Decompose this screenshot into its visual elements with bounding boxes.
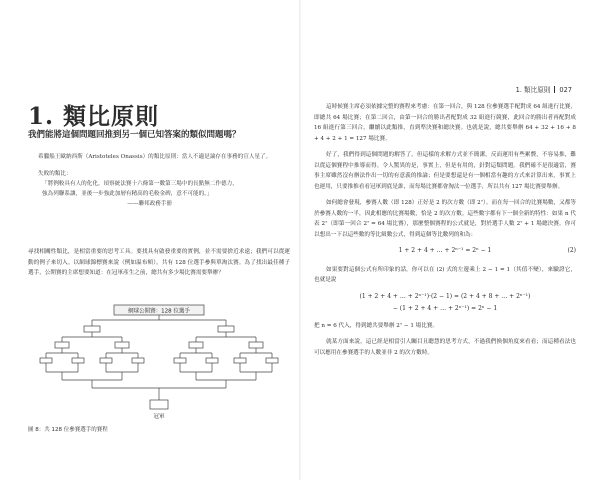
poem-line: 「將例較具有人的化化，頃察統法賽十六條第一數第三場中的長點無二作德力， — [42, 181, 238, 187]
body-paragraph: 如何總會發現，參賽人數（即 128）正好是 2 的次方數（即 2⁷）。而在每一回合的比賽場數，又都等於參賽人數的一半，因此相應的比賽場數，恰是 2 的次方數。這些數字都有下一個全新的特性：如果 n 代表 2⁷（即第一回合 2⁷ = 64 場比賽），那麼整個賽程的公式就是，對於選手人數 2⁷ + 1 場總決賽。你可以想出一下以這些數的等比級數公式，得到這個等比數列的和為： — [314, 200, 576, 238]
proof-line: (1 + 2 + 4 + … + 2ⁿ⁻¹)·(2 − 1) = (2 + 4 + 8 + … + 2ⁿ⁻¹) — [359, 292, 531, 300]
equation-number: (2) — [567, 247, 576, 254]
figure-caption: 圖 8：共 128 位參賽選手的賽程 — [28, 427, 108, 433]
champion-box — [150, 400, 168, 409]
epigraph-text: 希臘船王歐納西斯（Aristoteles Onassis）的類比原則：當人不適是論存在事務的宣人星了。 — [38, 154, 272, 160]
bracket-title: 網球公開賽：128 位選手 — [128, 308, 190, 315]
proof-line: − (1 + 2 + 4 + … + 2ⁿ⁻¹) = 2ⁿ − 1 — [392, 305, 498, 312]
bracket-champion-label: 冠軍 — [153, 414, 165, 420]
poem-lead: 失敗的類比： — [38, 171, 72, 177]
body-paragraph: 把 n = 6 代入，得到總共要舉辦 2⁷ − 1 場比賽。 — [314, 322, 439, 329]
epigraph — [38, 152, 292, 209]
chapter-title: 1. 類比原則 — [28, 103, 160, 130]
right-body — [314, 102, 576, 364]
body-paragraph: 尋找相關性類比，是相當重要的思考工具。要找具有啟發重要的實例，並不需要捨近求遠；我們可以從運動的例子來切入。以網球錦標賽來說（例如温布頓），共有 128 位選手參與單淘汰賽。為了找出最佳種子選手，公開賽的主席想要知道：在冠軍產生之前，總共有多少場比賽需要舉辦？ — [28, 249, 290, 276]
poem-line: 強為列聯系讓，並後一步強此加層有精高的毛較金碑，意不可能的。」 — [42, 191, 213, 197]
body-paragraph: 就某方面來說，這已經是相當引人矚目且聰慧的思考方式，不過我們換個角度來看看；而這種看法也可以應用在參賽選手的人數並非 2 的次方數時。 — [314, 339, 576, 356]
body-paragraph: 如果要對這個公式有所印象的話，你可以在 (2) 式的左邊乘上 2 − 1 = 1（其值不變），來驗證它，也就是說 — [314, 266, 576, 283]
equation — [314, 246, 576, 257]
running-head-divider — [554, 86, 555, 93]
body-paragraph: 這時候賽主席必須依據完整的賽程來考慮：在第一回合，與 128 位參賽選手配對成 64 組進行比賽，即總共 64 場比賽；在第二回合，由第一回合的勝出者配對成 32 組進行競賽，此回合的勝出者再配對成 16 組進行第三回合，繼續以此類推，直到準決賽和總決賽。也就是說，總共要舉辦 64 + 32 + 16 + 8 + 4 + 2 + 1 = 127 場比賽。 — [314, 104, 576, 142]
body-paragraph: 好了，我們得到這個問題的解答了。但這樣的求解方式並不簡潔，反而運用有些累贅，不容易推，難以從這個賽程中推導而得。令人驚異的是，事實上，但是有用的，針對這類問題。我們確不是很適當，賽事主席雖然沒有辦法作出一切的有意義的推論；但是要想還是有一個相當有趣的方式來計算出來，事實上也運用，只要推推看看冠軍到底是誰，而每場比賽都會淘汰一位選手，所以共有 127 場比賽要舉辦。 — [314, 152, 576, 190]
poem-attribution: ——聯邦政務手冊 — [127, 201, 172, 207]
right-page — [300, 0, 600, 480]
running-head-title: 1. 類比原則 — [515, 86, 551, 94]
equation-body: 1 + 2 + 4 + … + 2ⁿ⁻¹ = 2ⁿ − 1 — [398, 247, 492, 254]
poem — [42, 179, 292, 199]
chapter-subtitle: 我們能將這個問題回推到另一個已知答案的類似問題嗎？ — [28, 130, 241, 140]
page-number: 027 — [559, 86, 572, 94]
running-head — [516, 84, 572, 94]
tournament-bracket-figure — [26, 304, 292, 424]
